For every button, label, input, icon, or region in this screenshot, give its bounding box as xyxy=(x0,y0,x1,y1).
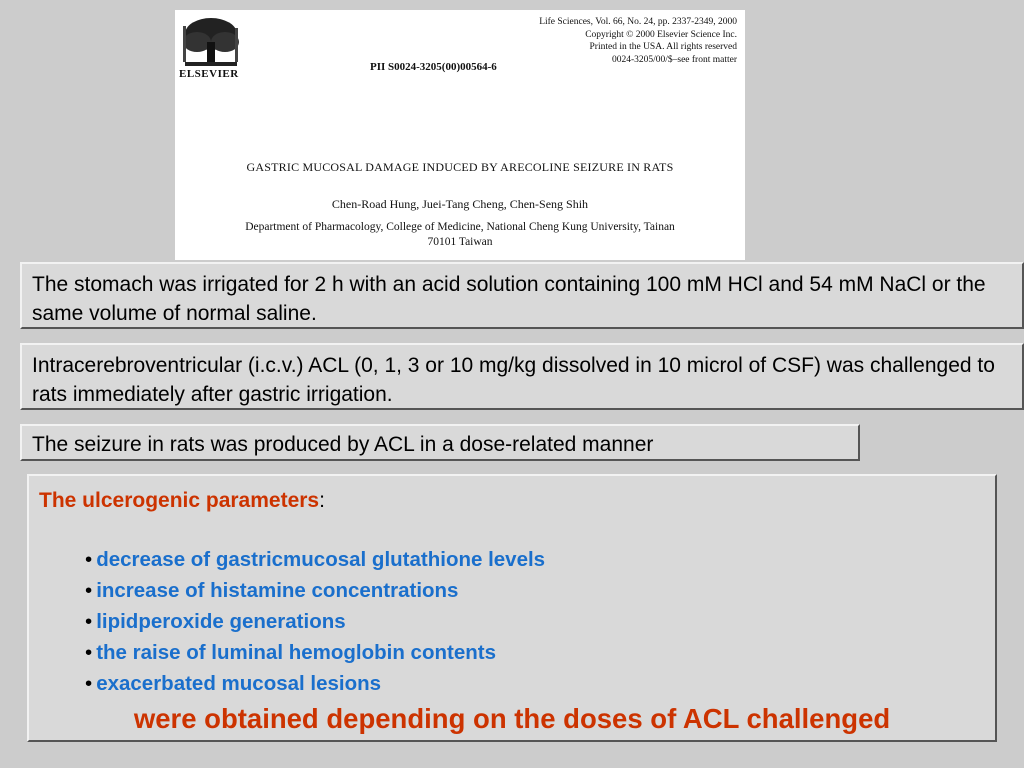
conclusion-text: were obtained depending on the doses of ACL challenged xyxy=(133,703,891,734)
heading-colon: : xyxy=(319,489,325,512)
bullet-icon: • xyxy=(85,548,93,571)
bullet-icon: • xyxy=(85,641,93,664)
list-item xyxy=(85,606,985,637)
ulcerogenic-heading: The ulcerogenic parameters xyxy=(39,489,320,512)
journal-line: Copyright © 2000 Elsevier Science Inc. xyxy=(585,29,737,40)
paper-authors: Chen-Road Hung, Juei-Tang Cheng, Chen-Seng Shih xyxy=(331,197,589,211)
ulcerogenic-heading-line xyxy=(39,486,985,516)
list-item-text: exacerbated mucosal lesions xyxy=(96,672,382,695)
parameter-list xyxy=(85,544,985,699)
list-item xyxy=(85,637,985,668)
list-item xyxy=(85,575,985,606)
list-item-text: increase of histamine concentrations xyxy=(96,579,459,602)
journal-line: Printed in the USA. All rights reserved xyxy=(589,42,737,52)
seizure-text-box: The seizure in rats was produced by ACL in a dose-related manner xyxy=(20,424,860,461)
paper-header-image xyxy=(175,10,745,260)
journal-citation xyxy=(539,16,737,66)
list-item-text: lipidperoxide generations xyxy=(96,610,346,633)
paper-title: GASTRIC MUCOSAL DAMAGE INDUCED BY ARECOLINE SEIZURE IN RATS xyxy=(246,160,674,174)
bullet-icon: • xyxy=(85,610,93,633)
paper-affiliation xyxy=(175,220,745,250)
bullet-icon: • xyxy=(85,672,93,695)
ulcerogenic-parameters-box xyxy=(27,474,997,742)
journal-line: 0024-3205/00/$–see front matter xyxy=(611,54,737,65)
list-item xyxy=(85,668,985,699)
bullet-icon: • xyxy=(85,579,93,602)
list-item-text: decrease of gastricmucosal glutathione levels xyxy=(96,548,546,571)
publisher-name: ELSEVIER xyxy=(179,68,239,80)
affiliation-line: 70101 Taiwan xyxy=(427,236,493,248)
list-item xyxy=(85,544,985,575)
irrigation-text-box: The stomach was irrigated for 2 h with an acid solution containing 100 mM HCl and 54 mM NaCl or the same volume of normal saline. xyxy=(20,262,1024,329)
journal-line: Life Sciences, Vol. 66, No. 24, pp. 2337-2349, 2000 xyxy=(539,17,737,27)
pii-code: PII S0024-3205(00)00564-6 xyxy=(370,61,497,73)
icv-text-box: Intracerebroventricular (i.c.v.) ACL (0, 1, 3 or 10 mg/kg dissolved in 10 microl of CSF) was challenged to rats immediately after gastric irrigation. xyxy=(20,343,1024,410)
affiliation-line: Department of Pharmacology, College of Medicine, National Cheng Kung University, Tainan xyxy=(245,221,675,233)
list-item-text: the raise of luminal hemoglobin contents xyxy=(96,641,496,664)
